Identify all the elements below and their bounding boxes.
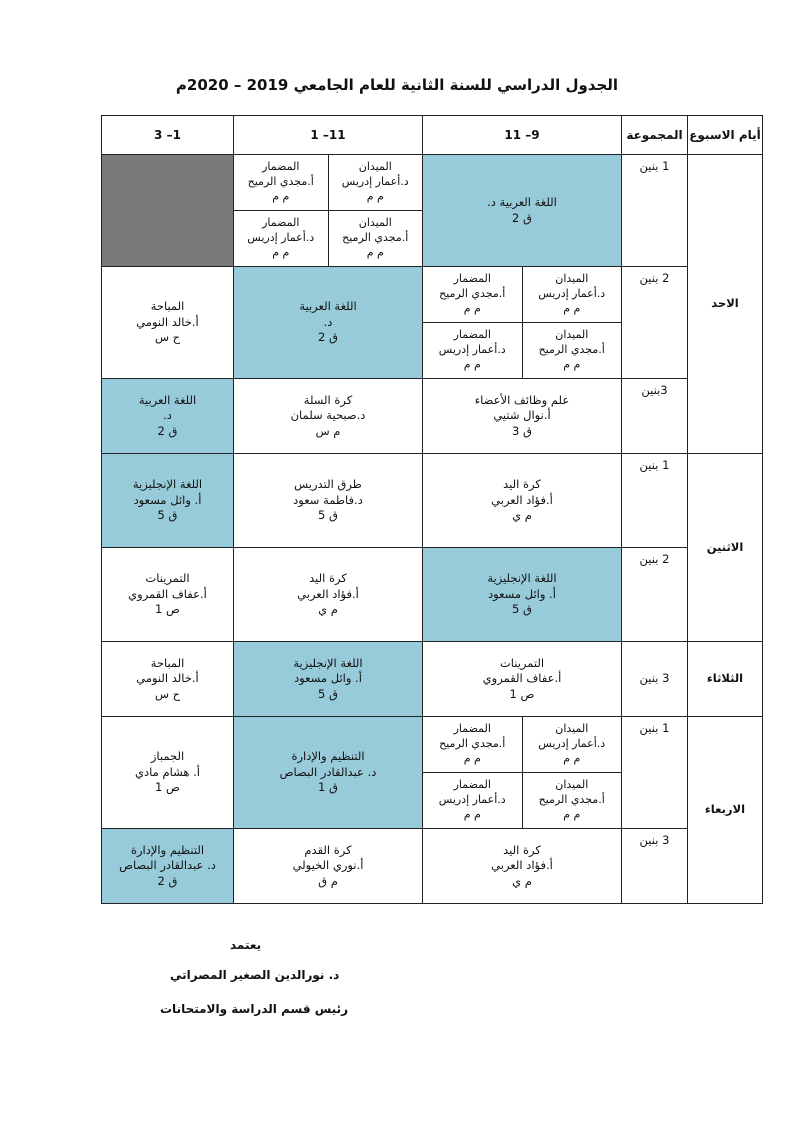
cell-tue-s1 [423,642,622,717]
room: م ي [512,873,532,888]
course: اللغة الإنجليزية [132,477,203,492]
room: ق 5 [512,602,532,617]
header-slot-2: 11– 1 [234,116,423,155]
room: م م [463,807,481,821]
room: ح س [154,686,181,701]
table-row [102,155,763,267]
cell-wed3-s1 [423,829,622,904]
teacher: د.أعمار إدريس [538,737,606,751]
course: الميدان [358,160,392,174]
course: التمرينات [499,655,545,670]
teacher: د.أعمار إدريس [341,175,409,189]
teacher: أ.عفاف القمروي [482,671,562,686]
header-slot-3: 1– 3 [102,116,234,155]
cell-sun2-s3 [102,267,234,379]
teacher: أ.مجدي الرميح [538,343,605,357]
cell-wed1-s1 [423,717,622,829]
room: ق 2 [318,330,338,345]
header-row [102,116,763,155]
teacher: د. عبدالقادر البصاص [279,764,377,779]
teacher: أ.نوال شتيي [493,408,551,423]
teacher: أ.مجدي الرميح [538,793,605,807]
course: الميدان [555,328,589,342]
room: م م [463,301,481,315]
table-row [102,717,763,829]
room: م م [563,357,581,371]
room: م م [366,245,384,259]
footer-approve: يعتمد [230,938,262,952]
course: اللغة العربية [299,299,357,314]
course: التنظيم والإدارة [130,842,205,857]
cell-mon2-s2 [234,548,423,642]
table-row [102,267,763,379]
course: المباحة [150,299,185,314]
room: ق 5 [157,508,178,523]
split-cell [234,155,422,266]
table-row [102,454,763,548]
course: كرة اليد [309,571,347,586]
course: كرة اليد [503,477,541,492]
group-cell: 2 بنين [622,548,688,642]
teacher: أ.فؤاد العربي [491,858,553,873]
group-cell: 1 بنين [622,717,688,829]
teacher: د. [323,314,333,329]
group-cell: 3بنين [622,379,688,454]
course: المباحة [150,655,185,670]
room: م م [272,189,290,203]
split-cell [423,267,621,378]
teacher: د.أعمار إدريس [438,793,506,807]
course: اللغة الإنجليزية [293,655,363,670]
room: م ي [512,508,532,523]
room: م م [463,751,481,765]
room: م م [366,189,384,203]
course: الميدان [555,272,589,286]
table-row [102,829,763,904]
cell-sun1-s1 [423,155,622,267]
room: ق 2 [157,423,178,438]
teacher: أ. وائل مسعود [133,492,202,507]
cell-sun3-s2 [234,379,423,454]
cell-mon1-s3 [102,454,234,548]
course: المضمار [453,778,491,792]
room: م م [272,245,290,259]
room: م م [563,807,581,821]
room: ق 1 [318,780,338,795]
table-row [102,379,763,454]
course: الجمباز [150,749,185,764]
teacher: أ.فؤاد العربي [491,492,553,507]
group-cell: 1 بنين [622,454,688,548]
room: م س [315,423,341,438]
room: م م [563,301,581,315]
teacher: أ.عفاف القمروي [128,586,207,601]
teacher: أ.خالد النومي [136,314,199,329]
footer-role: رئيس قسم الدراسة والامتحانات [160,1002,348,1016]
course: الميدان [555,722,589,736]
cell-wed1-s3 [102,717,234,829]
course: كرة اليد [503,842,541,857]
teacher: أ. وائل مسعود [488,586,556,601]
course: علم وظائف الأعضاء [474,392,570,407]
day-sunday: الاحد [688,155,763,454]
page-title: الجدول الدراسي للسنة الثانية للعام الجامعي 2019 – 2020م [175,76,619,94]
cell-tue-s3 [102,642,234,717]
teacher: د.أعمار إدريس [538,287,606,301]
cell-sun3-s3 [102,379,234,454]
teacher: أ.نوري الخيولي [292,858,364,873]
teacher: د.أعمار إدريس [438,343,506,357]
course: المضمار [262,160,300,174]
group-cell: 3 بنين [622,829,688,904]
cell-mon1-s1 [423,454,622,548]
teacher: د.أعمار إدريس [247,231,315,245]
cell-sun1-s2 [234,155,423,267]
schedule-table [101,115,763,904]
room: ق 3 [512,423,532,438]
cell-mon2-s3 [102,548,234,642]
room: ص 1 [155,602,180,617]
group-cell: 3 بنين [622,642,688,717]
cell-wed3-s3 [102,829,234,904]
group-cell: 1 بنين [622,155,688,267]
teacher: د.فاطمة سعود [293,492,363,507]
teacher: أ.مجدي الرميح [439,737,506,751]
cell-sun2-s1 [423,267,622,379]
day-monday: الاثنين [688,454,763,642]
room: م ق [318,873,338,888]
cell-mon1-s2 [234,454,423,548]
teacher: أ.فؤاد العربي [297,586,359,601]
header-group: المجموعة [622,116,688,155]
course: طرق التدريس [294,477,362,492]
cell-tue-s2 [234,642,423,717]
table-row [102,548,763,642]
course: اللغة العربية [138,392,197,407]
teacher: أ. هشام مادي [135,764,200,779]
teacher: أ.خالد النومي [136,671,199,686]
room: م م [463,357,481,371]
table-row [102,642,763,717]
teacher: أ.مجدي الرميح [247,175,314,189]
course: كرة القدم [304,842,352,857]
day-tuesday: الثلاثاء [688,642,763,717]
teacher: د. عبدالقادر البصاص [119,858,216,873]
room: ص 1 [155,780,180,795]
room: ق 2 [512,210,532,225]
course: الميدان [358,216,392,230]
split-cell [423,717,621,828]
course: المضمار [453,328,491,342]
course: اللغة العربية د. [487,194,557,209]
teacher: أ.مجدي الرميح [342,231,409,245]
course: كرة السلة [303,392,353,407]
footer-name: د. نورالدين الصغير المصراتي [170,968,340,982]
room: ق 5 [318,508,338,523]
room: ق 2 [157,873,178,888]
room: م م [563,751,581,765]
header-slot-1: 9– 11 [423,116,622,155]
course: الميدان [555,778,589,792]
header-days: أيام الاسبوع [688,116,763,155]
teacher: د.صبحية سلمان [290,408,366,423]
cell-wed3-s2 [234,829,423,904]
cell-sun3-s1 [423,379,622,454]
cell-mon2-s1 [423,548,622,642]
room: م ي [318,602,338,617]
room: ص 1 [509,686,535,701]
empty-grey-cell [102,155,234,267]
room: ق 5 [318,686,338,701]
room: ح س [154,330,181,345]
cell-sun2-s2 [234,267,423,379]
cell-wed1-s2 [234,717,423,829]
course: التنظيم والإدارة [291,749,365,764]
course: اللغة الإنجليزية [487,571,557,586]
group-cell: 2 بنين [622,267,688,379]
course: المضمار [453,722,491,736]
course: المضمار [453,272,491,286]
teacher: أ. وائل مسعود [294,671,362,686]
course: التمرينات [145,571,190,586]
teacher: د. [163,408,172,423]
day-wednesday: الاربعاء [688,717,763,904]
teacher: أ.مجدي الرميح [439,287,506,301]
course: المضمار [262,216,300,230]
